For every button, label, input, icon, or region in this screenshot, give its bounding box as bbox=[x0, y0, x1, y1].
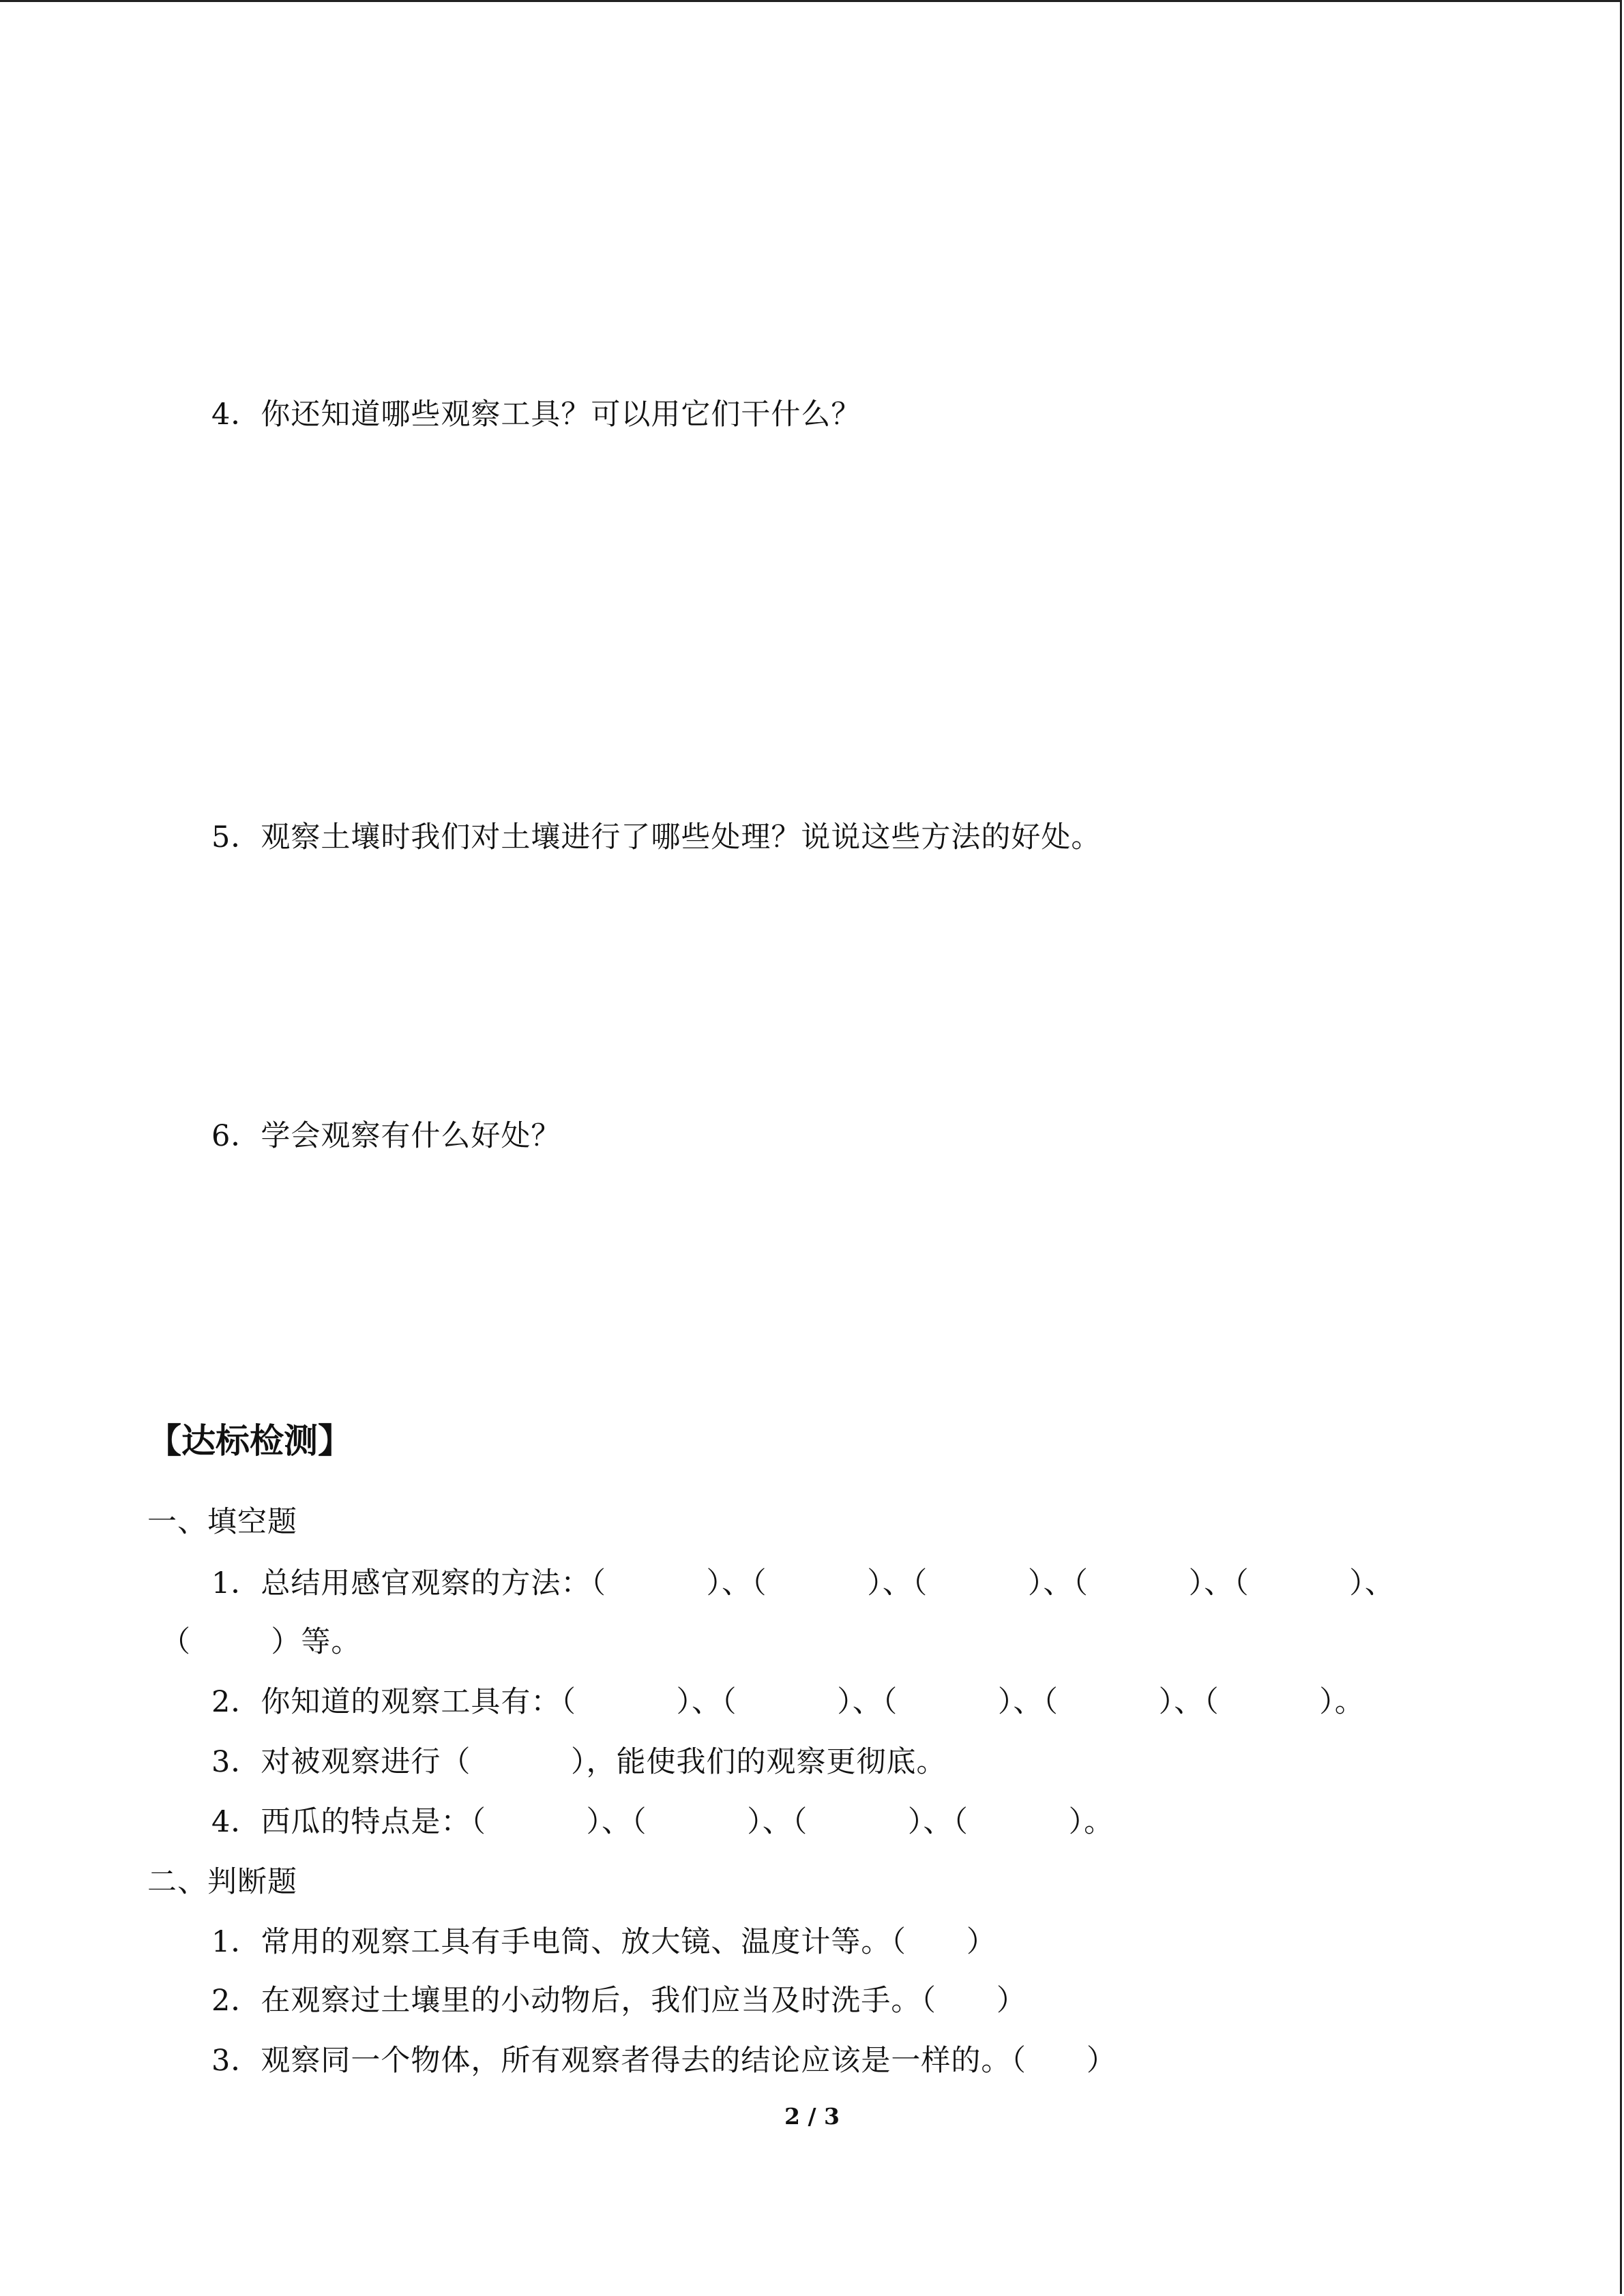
true-false-item-3: 3．观察同一个物体，所有观察者得去的结论应该是一样的。（ ） bbox=[211, 2044, 1117, 2078]
true-false-heading: 二、判断题 bbox=[147, 1865, 297, 1899]
fill-blank-item-3: 3．对被观察进行（ ），能使我们的观察更彻底。 bbox=[211, 1745, 947, 1779]
fill-blank-item-1: 1．总结用感官观察的方法：（ ）、（ ）、（ ）、（ ）、（ ）、 bbox=[211, 1566, 1395, 1600]
fill-blank-item-4: 4．西瓜的特点是：（ ）、（ ）、（ ）、（ ）。 bbox=[211, 1805, 1114, 1839]
fill-blank-heading: 一、填空题 bbox=[147, 1505, 297, 1539]
fill-blank-item-2: 2．你知道的观察工具有：（ ）、（ ）、（ ）、（ ）、（ ）。 bbox=[211, 1685, 1365, 1719]
true-false-item-1: 1．常用的观察工具有手电筒、放大镜、温度计等。（ ） bbox=[211, 1925, 996, 1959]
question-5: 5．观察土壤时我们对土壤进行了哪些处理？说说这些方法的好处。 bbox=[211, 820, 1102, 854]
question-4: 4．你还知道哪些观察工具？可以用它们干什么？ bbox=[211, 398, 861, 432]
page-number: 2 / 3 bbox=[784, 2103, 840, 2130]
true-false-item-2: 2．在观察过土壤里的小动物后，我们应当及时洗手。（ ） bbox=[211, 1984, 1027, 2018]
question-6: 6．学会观察有什么好处？ bbox=[211, 1119, 561, 1153]
section-title: 【达标检测】 bbox=[147, 1420, 352, 1461]
fill-blank-item-1-cont: （ ）等。 bbox=[161, 1625, 361, 1659]
